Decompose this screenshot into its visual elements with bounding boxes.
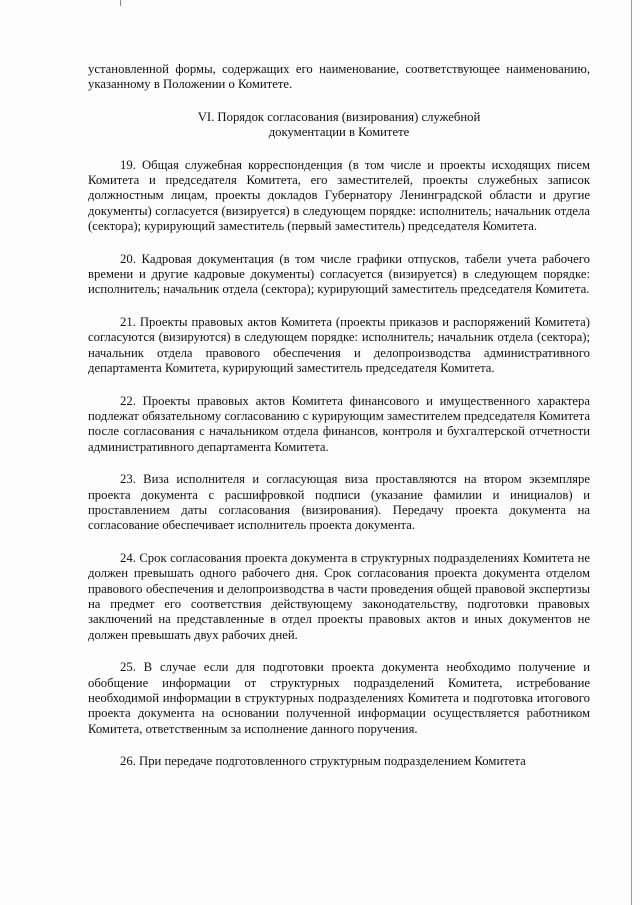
spacer — [88, 534, 590, 551]
paragraph-19: 19. Общая служебная корреспонденция (в том числе и проекты исходящих писем Комитета и председателя Комитета, его заместителей, проекты служебных записок должностным лицам, проекты докладов Губернатору Ленинградской области и другие документы) согласуется (визируется) в следующем порядке: исполнитель; начальник отдела (сектора); курирующий заместитель (первый заместитель) председателя Комитета. — [88, 157, 590, 234]
spacer — [88, 141, 590, 158]
document-body — [88, 62, 590, 770]
spacer — [88, 93, 590, 110]
spacer — [88, 455, 590, 472]
section-title-line-1: VI. Порядок согласования (визирования) служебной — [197, 109, 481, 124]
section-title-line-2: документации в Комитете — [268, 125, 410, 140]
paragraph-22: 22. Проекты правовых актов Комитета финансового и имущественного характера подлежат обязательному согласованию с курирующим заместителем председателя Комитета после согласования с начальником отдела финансов, контроля и бухгалтерской отчетности административного департамента Комитета. — [88, 393, 590, 454]
paragraph-23: 23. Виза исполнителя и согласующая виза проставляются на втором экземпляре проекта документа с расшифровкой подписи (указание фамилии и инициалов) и проставлением даты согласования (визирования). Передачу проекта документа на согласование обеспечивает исполнитель проекта документа. — [88, 472, 590, 533]
scan-edge-line — [631, 0, 632, 905]
paragraph-25: 25. В случае если для подготовки проекта документа необходимо получение и обобщение информации от структурных подразделений Комитета, истребование необходимой информации в структурных подразделениях Комитета и подготовка итогового проекта документа на основании полученной информации осуществляется работником Комитета, ответственным за исполнение данного поручения. — [88, 660, 590, 736]
spacer — [88, 643, 590, 660]
spacer — [88, 377, 590, 394]
paragraph-21: 21. Проекты правовых актов Комитета (проекты приказов и распоряжений Комитета) согласуются (визируются) в следующем порядке: исполнитель; начальник отдела (сектора); начальник отдела правового обеспечения и делопроизводства административного департамента Комитета, курирующий заместитель председателя Комитета. — [88, 314, 590, 376]
spacer — [88, 235, 590, 252]
intro-paragraph: установленной формы, содержащих его наименование, соответствующее наименованию, указанному в Положении о Комитете. — [88, 62, 590, 92]
spacer — [88, 737, 590, 754]
paragraph-26: 26. При передаче подготовленного структурным подразделением Комитета — [120, 754, 526, 769]
paragraph-24: 24. Срок согласования проекта документа в структурных подразделениях Комитета не должен превышать одного рабочего дня. Срок согласования проекта документа отделом правового обеспечения и делопроизводства в части проведения общей правовой экспертизы на предмет его соответствия действующему законодательству, подготовки правовых заключений на представленные в отдел проекты правовых актов и иных документов не должен превышать двух рабочих дней. — [88, 550, 590, 642]
scan-mark — [120, 0, 121, 6]
paragraph-20: 20. Кадровая документация (в том числе графики отпусков, табели учета рабочего времени и другие кадровые документы) согласуется (визируется) в следующем порядке: исполнитель; начальник отдела (сектора); курирующий заместитель председателя Комитета. — [88, 251, 590, 297]
spacer — [88, 298, 590, 315]
